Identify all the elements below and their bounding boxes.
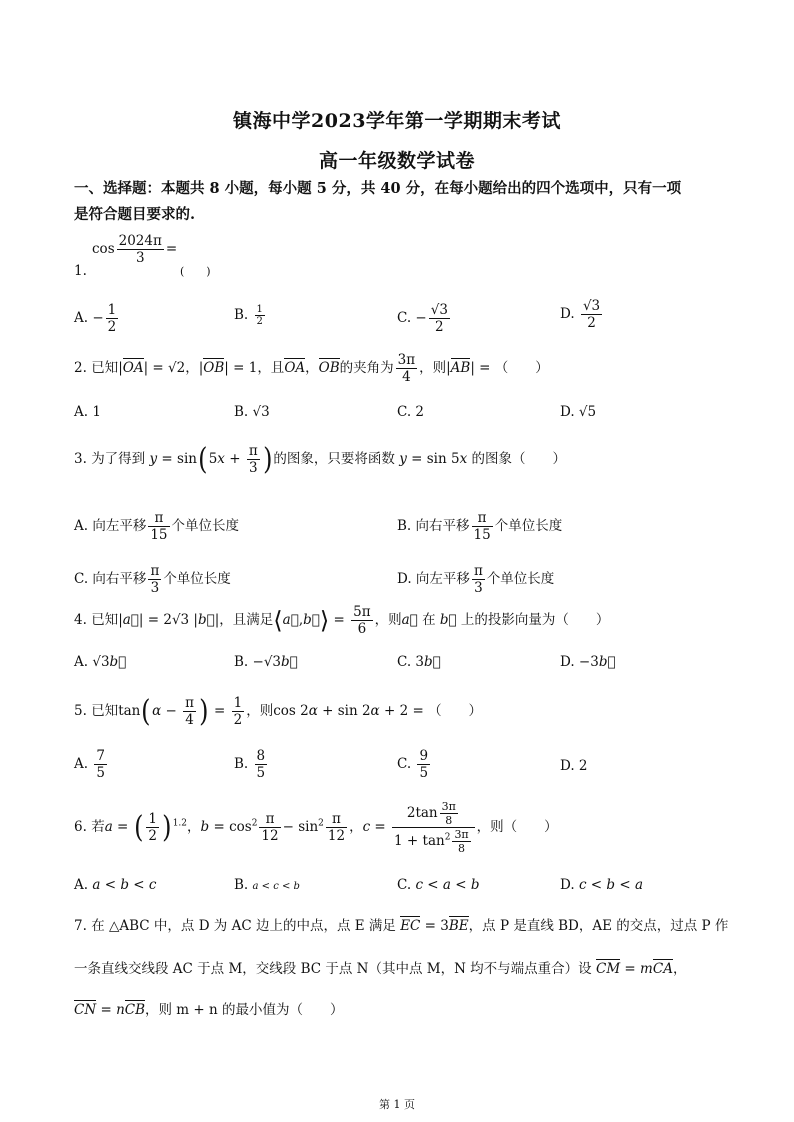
q4-stem: 4. 已知|a⃗| = 2√3 |b⃗|，且满足⟨a⃗,b⃗⟩ = $\frac{5\pi}{6}$ ，则a⃗ 在 b⃗ 上的投影向量为（ ） — [74, 604, 610, 637]
page-number: 第 1 页 — [379, 1098, 415, 1111]
q3-option-a: A. 向左平移 $\frac{\pi}{15}$ 个单位长度 — [74, 510, 240, 543]
q1-option-b: B. $\frac{1}{2}$ — [234, 304, 263, 327]
q1-option-d: D. $\frac{√3}{2}$ — [560, 298, 601, 331]
section-heading-line2: 是符合题目要求的. — [74, 206, 196, 223]
q2-option-b: B. √3 — [234, 404, 270, 420]
q6-option-c: C. c < a < b — [397, 877, 480, 893]
q1-expression: cos $\frac{2024\pi}{3}$ = — [92, 233, 178, 266]
q1-option-c: C. − $\frac{√3}{2}$ — [397, 302, 448, 335]
exam-title: 镇海中学2023学年第一学期期末考试 — [233, 110, 561, 132]
q6-option-d: D. c < b < a — [560, 877, 644, 893]
q7-line3: CN = nCB，则 m + n 的最小值为（ ） — [74, 1002, 344, 1018]
q4-option-c: C. 3b⃗ — [397, 654, 441, 670]
q2-option-d: D. √5 — [560, 404, 597, 420]
q3-option-b: B. 向右平移 $\frac{\pi}{15}$ 个单位长度 — [397, 510, 563, 543]
q5-option-c: C. $\frac{9}{5}$ — [397, 748, 429, 781]
q3-option-d: D. 向左平移 $\frac{\pi}{3}$ 个单位长度 — [397, 563, 555, 596]
q6-option-a: A. a < b < c — [74, 877, 157, 893]
q5-option-b: B. $\frac{8}{5}$ — [234, 748, 266, 781]
q3-option-c: C. 向右平移 $\frac{\pi}{3}$ 个单位长度 — [74, 563, 231, 596]
q7-line2: 一条直线交线段 AC 于点 M，交线段 BC 于点 N（其中点 M，N 均不与端点重合）设 CM = mCA， — [74, 961, 687, 977]
q7-line1: 7. 在 △ABC 中，点 D 为 AC 边上的中点，点 E 满足 EC = 3BE，点 P 是直线 BD，AE 的交点，过点 P 作 — [74, 918, 729, 934]
q3-stem: 3. 为了得到 y = sin(5x + $\frac{\pi}{3}$ )的图象，只要将函数 y = sin 5x 的图象（ ） — [74, 441, 566, 477]
q2-option-c: C. 2 — [397, 404, 425, 420]
exam-subtitle: 高一年级数学试卷 — [318, 150, 475, 172]
q4-option-d: D. −3b⃗ — [560, 654, 616, 670]
q2-option-a: A. 1 — [74, 404, 101, 420]
q2-stem: 2. 已知|OA| = √2，|OB| = 1，且OA，OB的夹角为 $\frac{3\pi}{4}$ ，则|AB| = （ ） — [74, 352, 549, 385]
q5-stem: 5. 已知tan(α − $\frac{\pi}{4}$ ) = $\frac{1}{2}$ ，则cos 2α + sin 2α + 2 = （ ） — [74, 693, 483, 729]
q1-option-a: A. − $\frac{1}{2}$ — [74, 302, 117, 335]
q1-number: 1. — [74, 263, 87, 279]
q4-option-b: B. −√3b⃗ — [234, 654, 298, 670]
q5-option-a: A. $\frac{7}{5}$ — [74, 748, 105, 781]
q1-blank: ( ) — [180, 265, 211, 278]
q5-option-d: D. 2 — [560, 758, 588, 774]
section-heading-line1: 一、选择题：本题共 8 小题，每小题 5 分，共 40 分，在每小题给出的四个选项中，只有一项 — [74, 180, 682, 197]
q6-option-b: B. a < c < b — [234, 877, 300, 893]
q4-option-a: A. √3b⃗ — [74, 654, 127, 670]
q6-stem: 6. 若a = ( $\frac{1}{2}$ )$^{1.2}$，$b = \cos^2$ $\frac{\pi}{12}$ − $\sin^2$ $\frac{\pi}{12}$ ，c = 2tan $\frac{3\pi}{8}$ $1 + \tan^2$ $\frac{3\pi}{8}$ ，则（ ） — [74, 800, 558, 855]
